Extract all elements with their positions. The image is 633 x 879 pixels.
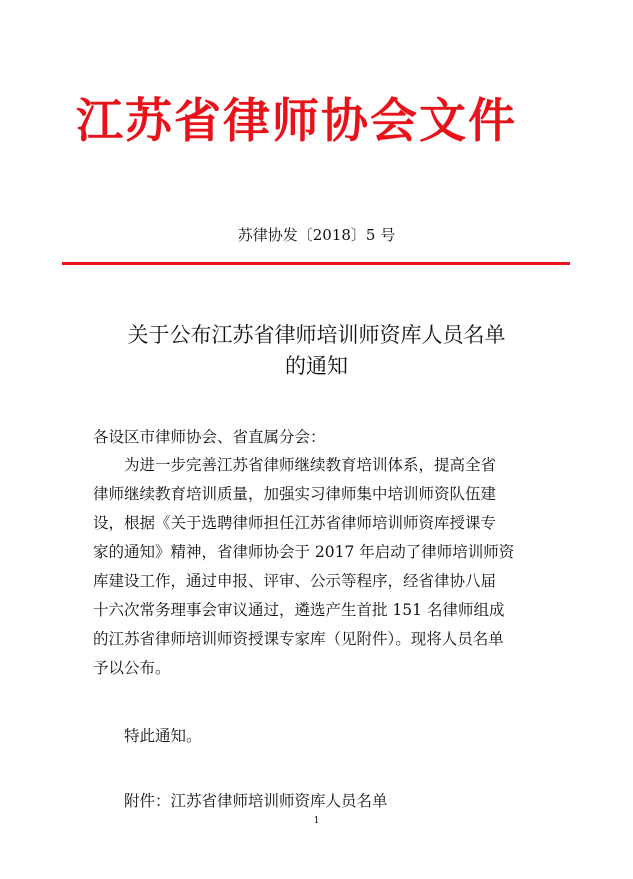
document-number: 苏律协发〔2018〕5 号 [237,226,396,244]
masthead-title: 江苏省律师协会文件 [76,94,517,149]
body-paragraph [93,451,553,683]
body-line: 库建设工作，通过申报、评审、公示等程序，经省律协八届 [93,572,497,590]
closing-line: 特此通知。 [124,727,202,745]
body-line: 为进一步完善江苏省律师继续教育培训体系，提高全省 [124,456,497,474]
notice-title-line-2: 的通知 [285,354,348,378]
body-line: 设，根据《关于选聘律师担任江苏省律师培训师资库授课专 [93,514,497,532]
body-line: 律师继续教育培训质量，加强实习律师集中培训师资队伍建 [93,485,497,503]
notice-title [60,320,573,382]
notice-title-line-1: 关于公布江苏省律师培训师资库人员名单 [127,323,506,347]
body-line: 予以公布。 [93,659,171,677]
body-line: 家的通知》精神，省律师协会于 2017 年启动了律师培训师资 [93,543,515,561]
attachment-line: 附件：江苏省律师培训师资库人员名单 [124,792,388,810]
body-line: 十六次常务理事会审议通过，遴选产生首批 151 名律师组成 [93,601,505,619]
red-divider [62,262,570,265]
salutation: 各设区市律师协会、省直属分会： [93,428,326,446]
page-number: 1 [313,816,320,826]
body-line: 的江苏省律师培训师资授课专家库（见附件）。现将人员名单 [93,630,504,648]
